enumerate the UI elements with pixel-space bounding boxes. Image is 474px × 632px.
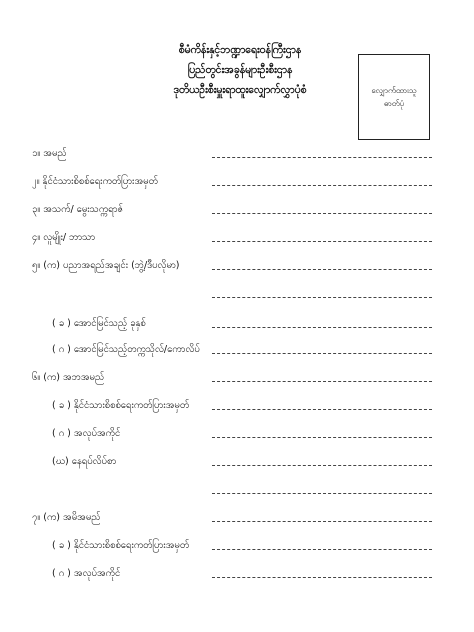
field-label: ( ခ ) အောင်မြင်သည့် ခုနှစ်: [52, 318, 146, 329]
field-label: (ဃ) နေရပ်လိပ်စာ: [52, 456, 117, 467]
field-label: ( ခ ) နိုင်ငံသားစိစစ်ရေးကတ်ပြားအမှတ်: [52, 540, 190, 551]
ministry-title: စီမံကိန်းနှင့်ဘဏ္ဍာရေးဝန်ကြီးဌာန: [178, 44, 302, 56]
field-education: [32, 256, 442, 276]
fill-in-line[interactable]: [212, 353, 432, 354]
field-label: ၃။ အသက်/ မွေးသက္ကရာဇ်: [32, 204, 124, 215]
photo-box: [358, 54, 430, 140]
field-race-religion: [32, 228, 442, 248]
fill-in-line[interactable]: [212, 549, 432, 550]
field-mother-name: [32, 508, 442, 528]
field-name: [32, 144, 442, 164]
field-graduation-year: [32, 314, 442, 334]
fill-in-line[interactable]: [212, 409, 432, 410]
field-father-address: [32, 452, 442, 472]
field-father-address-continued: [32, 480, 442, 500]
field-label: ( ဂ ) အောင်မြင်သည့်တက္ကသိုလ်/ကောလိပ်: [52, 344, 200, 355]
field-label: ၇။ (က) အမိအမည်: [32, 512, 101, 523]
fill-in-line[interactable]: [212, 465, 432, 466]
fill-in-line[interactable]: [212, 577, 432, 578]
field-education-continued: [32, 284, 442, 304]
fill-in-line[interactable]: [212, 521, 432, 522]
field-label: ( ဂ ) အလုပ်အကိုင်: [52, 428, 121, 439]
field-label: ၁။ အမည်: [32, 148, 67, 159]
fill-in-line[interactable]: [212, 297, 432, 298]
department-title: ပြည်တွင်းအခွန်များဦးစီးဌာန: [187, 64, 293, 76]
field-label: ( ဂ ) အလုပ်အကိုင်: [52, 568, 121, 579]
fill-in-line[interactable]: [212, 241, 432, 242]
field-father-occupation: [32, 424, 442, 444]
field-label: ၂။ နိုင်ငံသားစိစစ်ရေးကတ်ပြားအမှတ်: [32, 176, 158, 187]
form-header: [100, 40, 380, 100]
field-label: ၄။ လူမျိုး/ ဘာသာ: [32, 232, 96, 243]
fill-in-line[interactable]: [212, 327, 432, 328]
field-mother-occupation: [32, 564, 442, 584]
field-father-nrc: [32, 396, 442, 416]
field-label: ၅။ (က) ပညာအရည်အချင်း (ဘွဲ့/ဒီပလိုမာ): [32, 260, 180, 271]
field-nrc: [32, 172, 442, 192]
field-label: ၆။ (က) အဘအမည်: [32, 372, 105, 383]
form-title: ဒုတိယဦးစီးမှူးရာထူးလျှောက်လွှာပုံစံ: [173, 84, 307, 96]
field-mother-nrc: [32, 536, 442, 556]
fill-in-line[interactable]: [212, 157, 432, 158]
fill-in-line[interactable]: [212, 213, 432, 214]
field-father-name: [32, 368, 442, 388]
field-age-dob: [32, 200, 442, 220]
fill-in-line[interactable]: [212, 381, 432, 382]
fill-in-line[interactable]: [212, 269, 432, 270]
fill-in-line[interactable]: [212, 437, 432, 438]
fill-in-line[interactable]: [212, 493, 432, 494]
fill-in-line[interactable]: [212, 185, 432, 186]
field-label: ( ခ ) နိုင်ငံသားစိစစ်ရေးကတ်ပြားအမှတ်: [52, 400, 190, 411]
field-university: [32, 340, 442, 360]
photo-box-label: လျှောက်ထားသူ ဓာတ်ပုံ: [371, 86, 417, 108]
